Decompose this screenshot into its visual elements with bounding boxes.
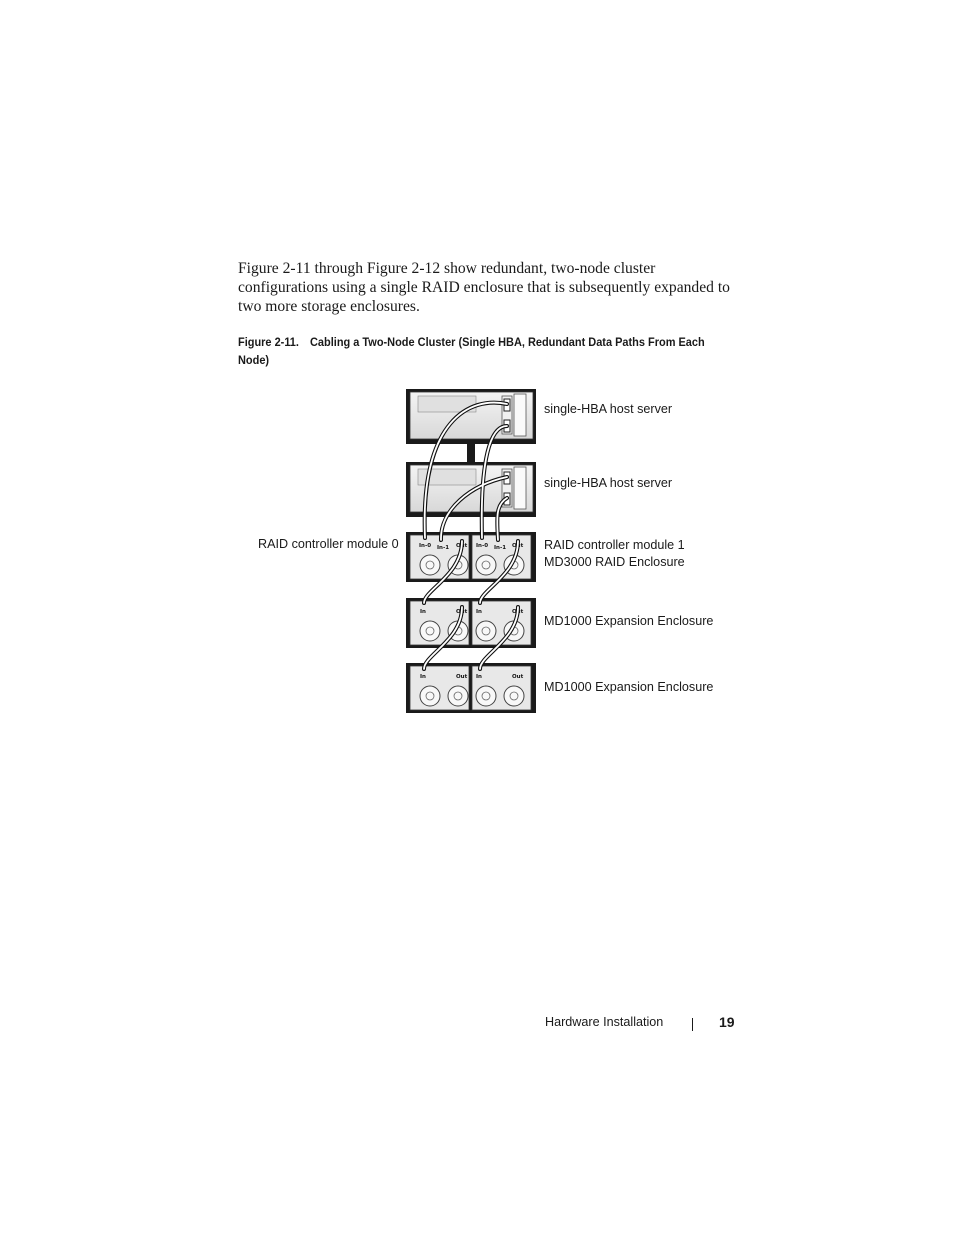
port-label-out: Out: [512, 543, 524, 549]
label-md1000-expansion-2: MD1000 Expansion Enclosure: [544, 680, 714, 694]
port-label-in0: In-0: [476, 543, 489, 549]
port-label-in: In: [476, 609, 482, 615]
label-raid-controller-module-1: RAID controller module 1: [544, 538, 685, 552]
host-server-1: [406, 389, 536, 444]
intro-paragraph: Figure 2-11 through Figure 2-12 show redundant, two-node cluster configurations using a single RAID enclosure that is subsequently expanded to two more storage enclosures.: [238, 260, 730, 315]
port-label-in1: In-1: [437, 545, 450, 551]
port-label-out: Out: [456, 609, 468, 615]
md1000-expansion-enclosure-2: [406, 663, 536, 713]
fan-icon: [504, 686, 524, 706]
rack-post: [467, 443, 475, 463]
port-label-in: In: [420, 674, 426, 680]
port-label-in0: In-0: [419, 543, 432, 549]
port-label-out: Out: [512, 609, 524, 615]
page-number: 19: [719, 1014, 735, 1030]
port-label-in: In: [420, 609, 426, 615]
port-label-in1: In-1: [494, 545, 507, 551]
fan-icon: [420, 686, 440, 706]
fan-icon: [476, 555, 496, 575]
port-label-out: Out: [512, 674, 524, 680]
fan-icon: [448, 686, 468, 706]
fan-icon: [476, 621, 496, 641]
footer-separator: [692, 1018, 693, 1031]
fan-icon: [420, 621, 440, 641]
port-label-out: Out: [456, 674, 468, 680]
label-md3000-raid-enclosure: MD3000 RAID Enclosure: [544, 555, 685, 569]
label-host-server-2: single-HBA host server: [544, 476, 673, 490]
figure-number: Figure 2-11.: [238, 335, 299, 349]
fan-icon: [476, 686, 496, 706]
label-md1000-expansion-1: MD1000 Expansion Enclosure: [544, 614, 714, 628]
figure-title: Cabling a Two-Node Cluster (Single HBA, Redundant Data Paths From Each Node): [238, 335, 705, 367]
footer-section-title: Hardware Installation: [545, 1015, 664, 1029]
fan-icon: [420, 555, 440, 575]
label-raid-controller-module-0: RAID controller module 0: [258, 537, 399, 551]
port-label-out: Out: [456, 543, 468, 549]
port-label-in: In: [476, 674, 482, 680]
label-host-server-1: single-HBA host server: [544, 402, 673, 416]
